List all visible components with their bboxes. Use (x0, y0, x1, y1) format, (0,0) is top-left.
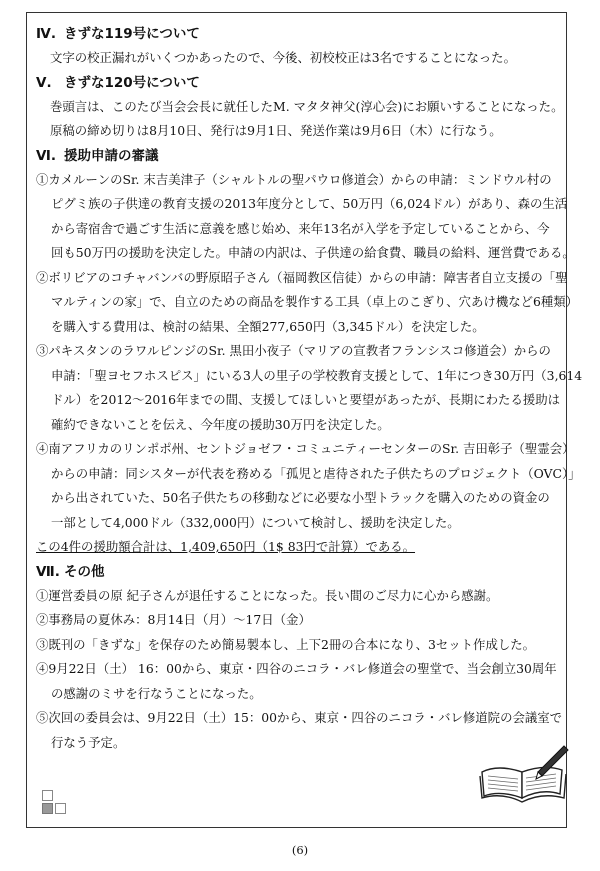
other-item-3: ③既刊の「きずな」を保存のため簡易製本し、上下2冊の合本になり、3セット作成した。 (36, 636, 536, 652)
section-4-title: きずな119号について (64, 26, 200, 42)
aid-line: 回も50万円の援助を決定した。申請の内訳は、子供達の給食費、職員の給料、運営費である。 (51, 245, 575, 260)
section-6-title: 援助申請の審議 (64, 147, 159, 164)
other-item-1: ①運営委員の原 紀子さんが退任することになった。長い間のご尽力に心から感謝。 (36, 587, 499, 603)
squares-ornament-icon (42, 790, 68, 816)
section-7-heading (36, 560, 556, 584)
section-5-line: 巻頭言は、このたび当会会長に就任したM. マタタ神父(淳心会)にお願いすることになった。 (50, 98, 564, 114)
other-line: の感謝のミサを行なうことになった。 (51, 685, 262, 701)
section-7-number: Ⅶ. (36, 563, 60, 580)
aid-line: ②ボリビアのコチャバンバの野原昭子さん（福岡教区信徒）からの申請：障害者自立支援の「聖 (36, 269, 568, 285)
open-book-with-pen-icon (478, 742, 570, 806)
aid-request-2 (36, 266, 579, 340)
aid-line: ピグミ族の子供達の教育支援の2013年度分として、50万円（6,024ドル）があり、森の生活 (51, 196, 568, 211)
aid-line: から出されていた、50名子供たちの移動などに必要な小型トラックを購入のための資金の (51, 490, 550, 505)
section-5-line: 原稿の締め切りは8月10日、発行は9月1日、発送作業は9月6日（木）に行なう。 (50, 123, 502, 138)
ornament-square-filled (42, 803, 53, 814)
aid-line: 確約できないことを伝え、今年度の援助30万円を決定した。 (51, 416, 390, 432)
aid-line: ①カメルーンのSr. 末吉美津子（シャルトルの聖パウロ修道会）からの申請：ミンドウル村の (36, 171, 552, 187)
section-6-heading (36, 144, 556, 168)
other-line: ⑤次回の委員会は、9月22日（土）15：00から、東京・四谷のニコラ・バレ修道院の会議室で (36, 710, 563, 725)
aid-line: 申請：「聖ヨセフホスピス」にいる3人の里子の学校教育支援として、1年につき30万円（3,614 (51, 367, 583, 383)
aid-request-3 (36, 339, 583, 437)
section-6-number: Ⅵ. (36, 147, 56, 164)
aid-line: 一部として4,000ドル（332,000円）について検討し、援助を決定した。 (51, 514, 460, 530)
aid-line: ドル）を2012～2016年までの間、支援してほしいと要望があったが、長期にわたる援助は (51, 392, 561, 407)
ornament-square (55, 803, 66, 814)
aid-line: ④南アフリカのリンポポ州、セントジョゼフ・コミュニティーセンターのSr. 吉田彰子（聖霊会） (36, 441, 575, 456)
aid-line: を購入する費用は、検討の結果、全額277,650円（3,345ドル）を決定した。 (51, 318, 485, 334)
other-line: ④9月22日（土） 16：00から、東京・四谷のニコラ・バレ修道会の聖堂で、当会創立30周年 (36, 661, 557, 676)
page-number: (6) (291, 843, 309, 857)
ornament-square (42, 790, 53, 801)
aid-total-line (36, 535, 556, 560)
section-4-line: 文字の校正漏れがいくつかあったので、今後、初校校正は3名ですることになった。 (50, 50, 516, 65)
aid-line: からの申請：同シスターが代表を務める「孤児と虐待された子供たちのプロジェクト（OVC）」 (51, 465, 581, 481)
section-7-title: その他 (64, 563, 105, 580)
section-5-title: きずな120号について (64, 74, 200, 91)
aid-total: この4件の援助額合計は、1,409,650円（1$ 83円で計算）である。 (36, 539, 416, 554)
other-item-2: ②事務局の夏休み：8月14日（月）～17日（金） (36, 612, 311, 627)
section-5-heading (36, 71, 556, 95)
aid-line: マルティンの家」で、自立のための商品を製作する工具（卓上のこぎり、穴あけ機など6種類） (51, 294, 579, 309)
aid-request-1 (36, 168, 575, 266)
other-item-4 (36, 657, 556, 706)
aid-request-4 (36, 437, 581, 535)
other-line: 行なう予定。 (51, 734, 126, 750)
section-5-number: Ⅴ. (36, 74, 52, 91)
aid-line: から寄宿舎で過ごす生活に意義を感じ始め、来年13名が入学を予定していることから、今 (51, 220, 550, 236)
aid-line: ③パキスタンのラワルピンジのSr. 黒田小夜子（マリアの宣教者フランシスコ修道会）からの (36, 343, 551, 358)
document-body (36, 22, 583, 755)
section-4-heading (36, 22, 556, 46)
section-4-number: Ⅳ. (36, 26, 56, 42)
